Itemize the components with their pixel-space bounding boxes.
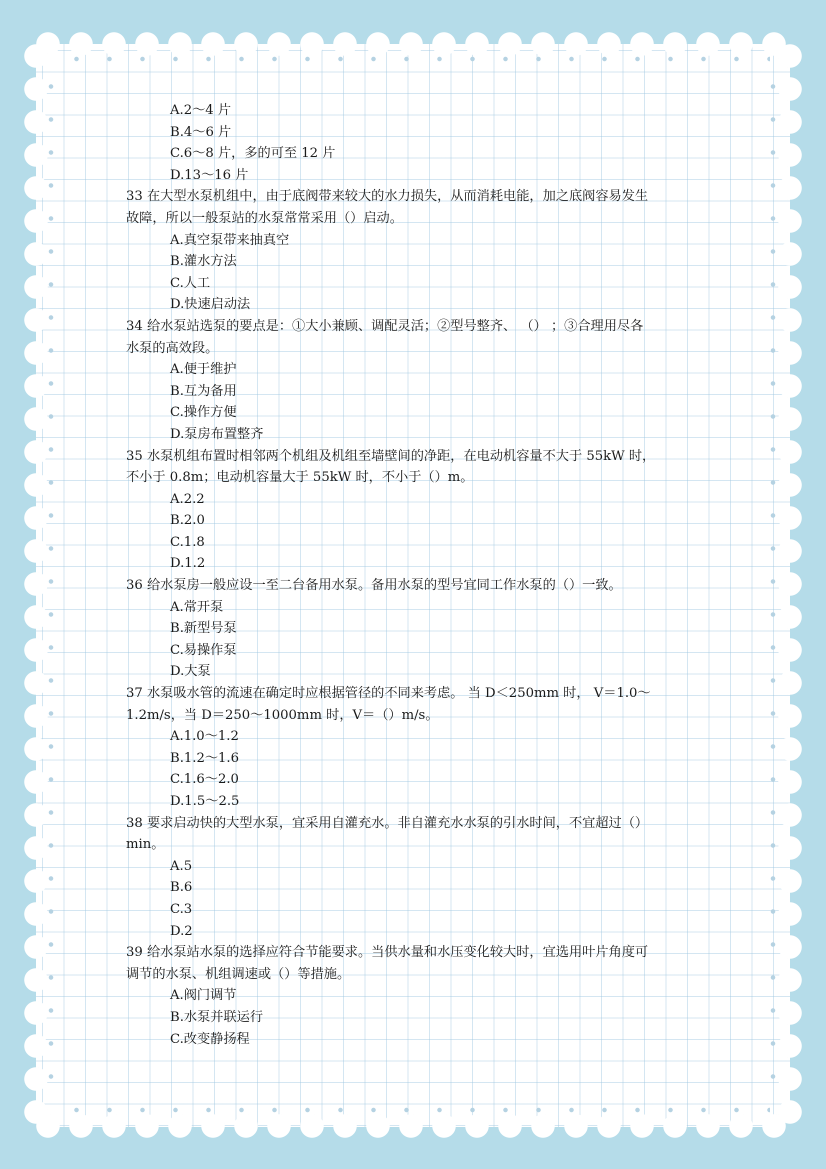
option: C.操作方便 — [170, 405, 237, 421]
question-stem: 33 在大型水泵机组中，由于底阀带来较大的水力损失，从而消耗电能，加之底阀容易发生 — [126, 189, 649, 205]
option: C.6～8 片，多的可至 12 片 — [170, 146, 336, 162]
option: D.1.5～2.5 — [170, 794, 240, 809]
option: A.便于维护 — [170, 362, 237, 378]
option: B.4～6 片 — [170, 124, 232, 140]
dot-border-bottom — [60, 1107, 770, 1113]
option: A.2～4 片 — [170, 103, 232, 118]
option: D.2 — [170, 923, 193, 939]
option: D.快速启动法 — [170, 297, 251, 313]
option: B.互为备用 — [170, 383, 237, 399]
question-stem: 37 水泵吸水管的流速在确定时应根据管径的不同来考虑。 当 D＜250mm 时， V＝1.0～ — [126, 686, 651, 702]
dot-border-right — [770, 70, 776, 1100]
option: C.3 — [170, 901, 193, 917]
question-stem: 35 水泵机组布置时相邻两个机组及机组至墙壁间的净距，在电动机容量不大于 55kW 时， — [126, 448, 656, 464]
option: A.真空泵带来抽真空 — [170, 232, 290, 248]
option: C.改变静扬程 — [170, 1031, 250, 1047]
option: C.1.6～2.0 — [170, 772, 239, 788]
option: C.易操作泵 — [170, 642, 237, 658]
option: D.泵房布置整齐 — [170, 426, 264, 442]
option: C.1.8 — [170, 534, 205, 550]
option: B.6 — [170, 880, 193, 896]
option: B.水泵并联运行 — [170, 1009, 264, 1025]
scallop-border-top — [36, 32, 790, 56]
question-stem-cont: 1.2m/s，当 D＝250～1000mm 时，V＝（）m/s。 — [126, 707, 439, 723]
question-stem: 34 给水泵站选泵的要点是：①大小兼顾、调配灵活；②型号整齐、 （） ；③合理用尽各 — [126, 318, 644, 334]
question-stem-cont: min。 — [126, 837, 165, 853]
question-stem: 39 给水泵站水泵的选择应符合节能要求。当供水量和水压变化较大时，宜选用叶片角度可 — [126, 945, 649, 961]
question-stem-cont: 故障，所以一般泵站的水泵常常采用（）启动。 — [126, 210, 403, 226]
option: D.大泵 — [170, 664, 211, 680]
question-stem-cont: 不小于 0.8m；电动机容量大于 55kW 时，不小于（）m。 — [126, 470, 474, 486]
option: A.常开泵 — [170, 599, 224, 615]
option: B.2.0 — [170, 513, 205, 529]
option: B.灌水方法 — [170, 254, 237, 270]
option: D.13～16 片 — [170, 167, 249, 183]
document-body — [126, 100, 706, 1050]
scallop-border-right — [778, 44, 802, 1127]
dot-border-left — [48, 70, 54, 1100]
question-stem: 38 要求启动快的大型水泵，宜采用自灌充水。非自灌充水水泵的引水时间，不宜超过（） — [126, 815, 649, 831]
option: B.1.2～1.6 — [170, 750, 240, 766]
dot-border-top — [60, 56, 770, 62]
scallop-border-bottom — [36, 1114, 790, 1138]
option: A.阀门调节 — [170, 988, 237, 1004]
scallop-border-left — [24, 44, 48, 1127]
option: A.1.0～1.2 — [170, 729, 239, 745]
option: C.人工 — [170, 275, 211, 291]
question-stem-cont: 调节的水泵、机组调速或（）等措施。 — [126, 966, 351, 982]
option: D.1.2 — [170, 556, 206, 572]
question-stem: 36 给水泵房一般应设一至二台备用水泵。备用水泵的型号宜同工作水泵的（）一致。 — [126, 578, 622, 594]
question-stem-cont: 水泵的高效段。 — [126, 340, 219, 356]
option: A.2.2 — [170, 491, 205, 507]
option: B.新型号泵 — [170, 621, 237, 637]
option: A.5 — [170, 858, 193, 874]
